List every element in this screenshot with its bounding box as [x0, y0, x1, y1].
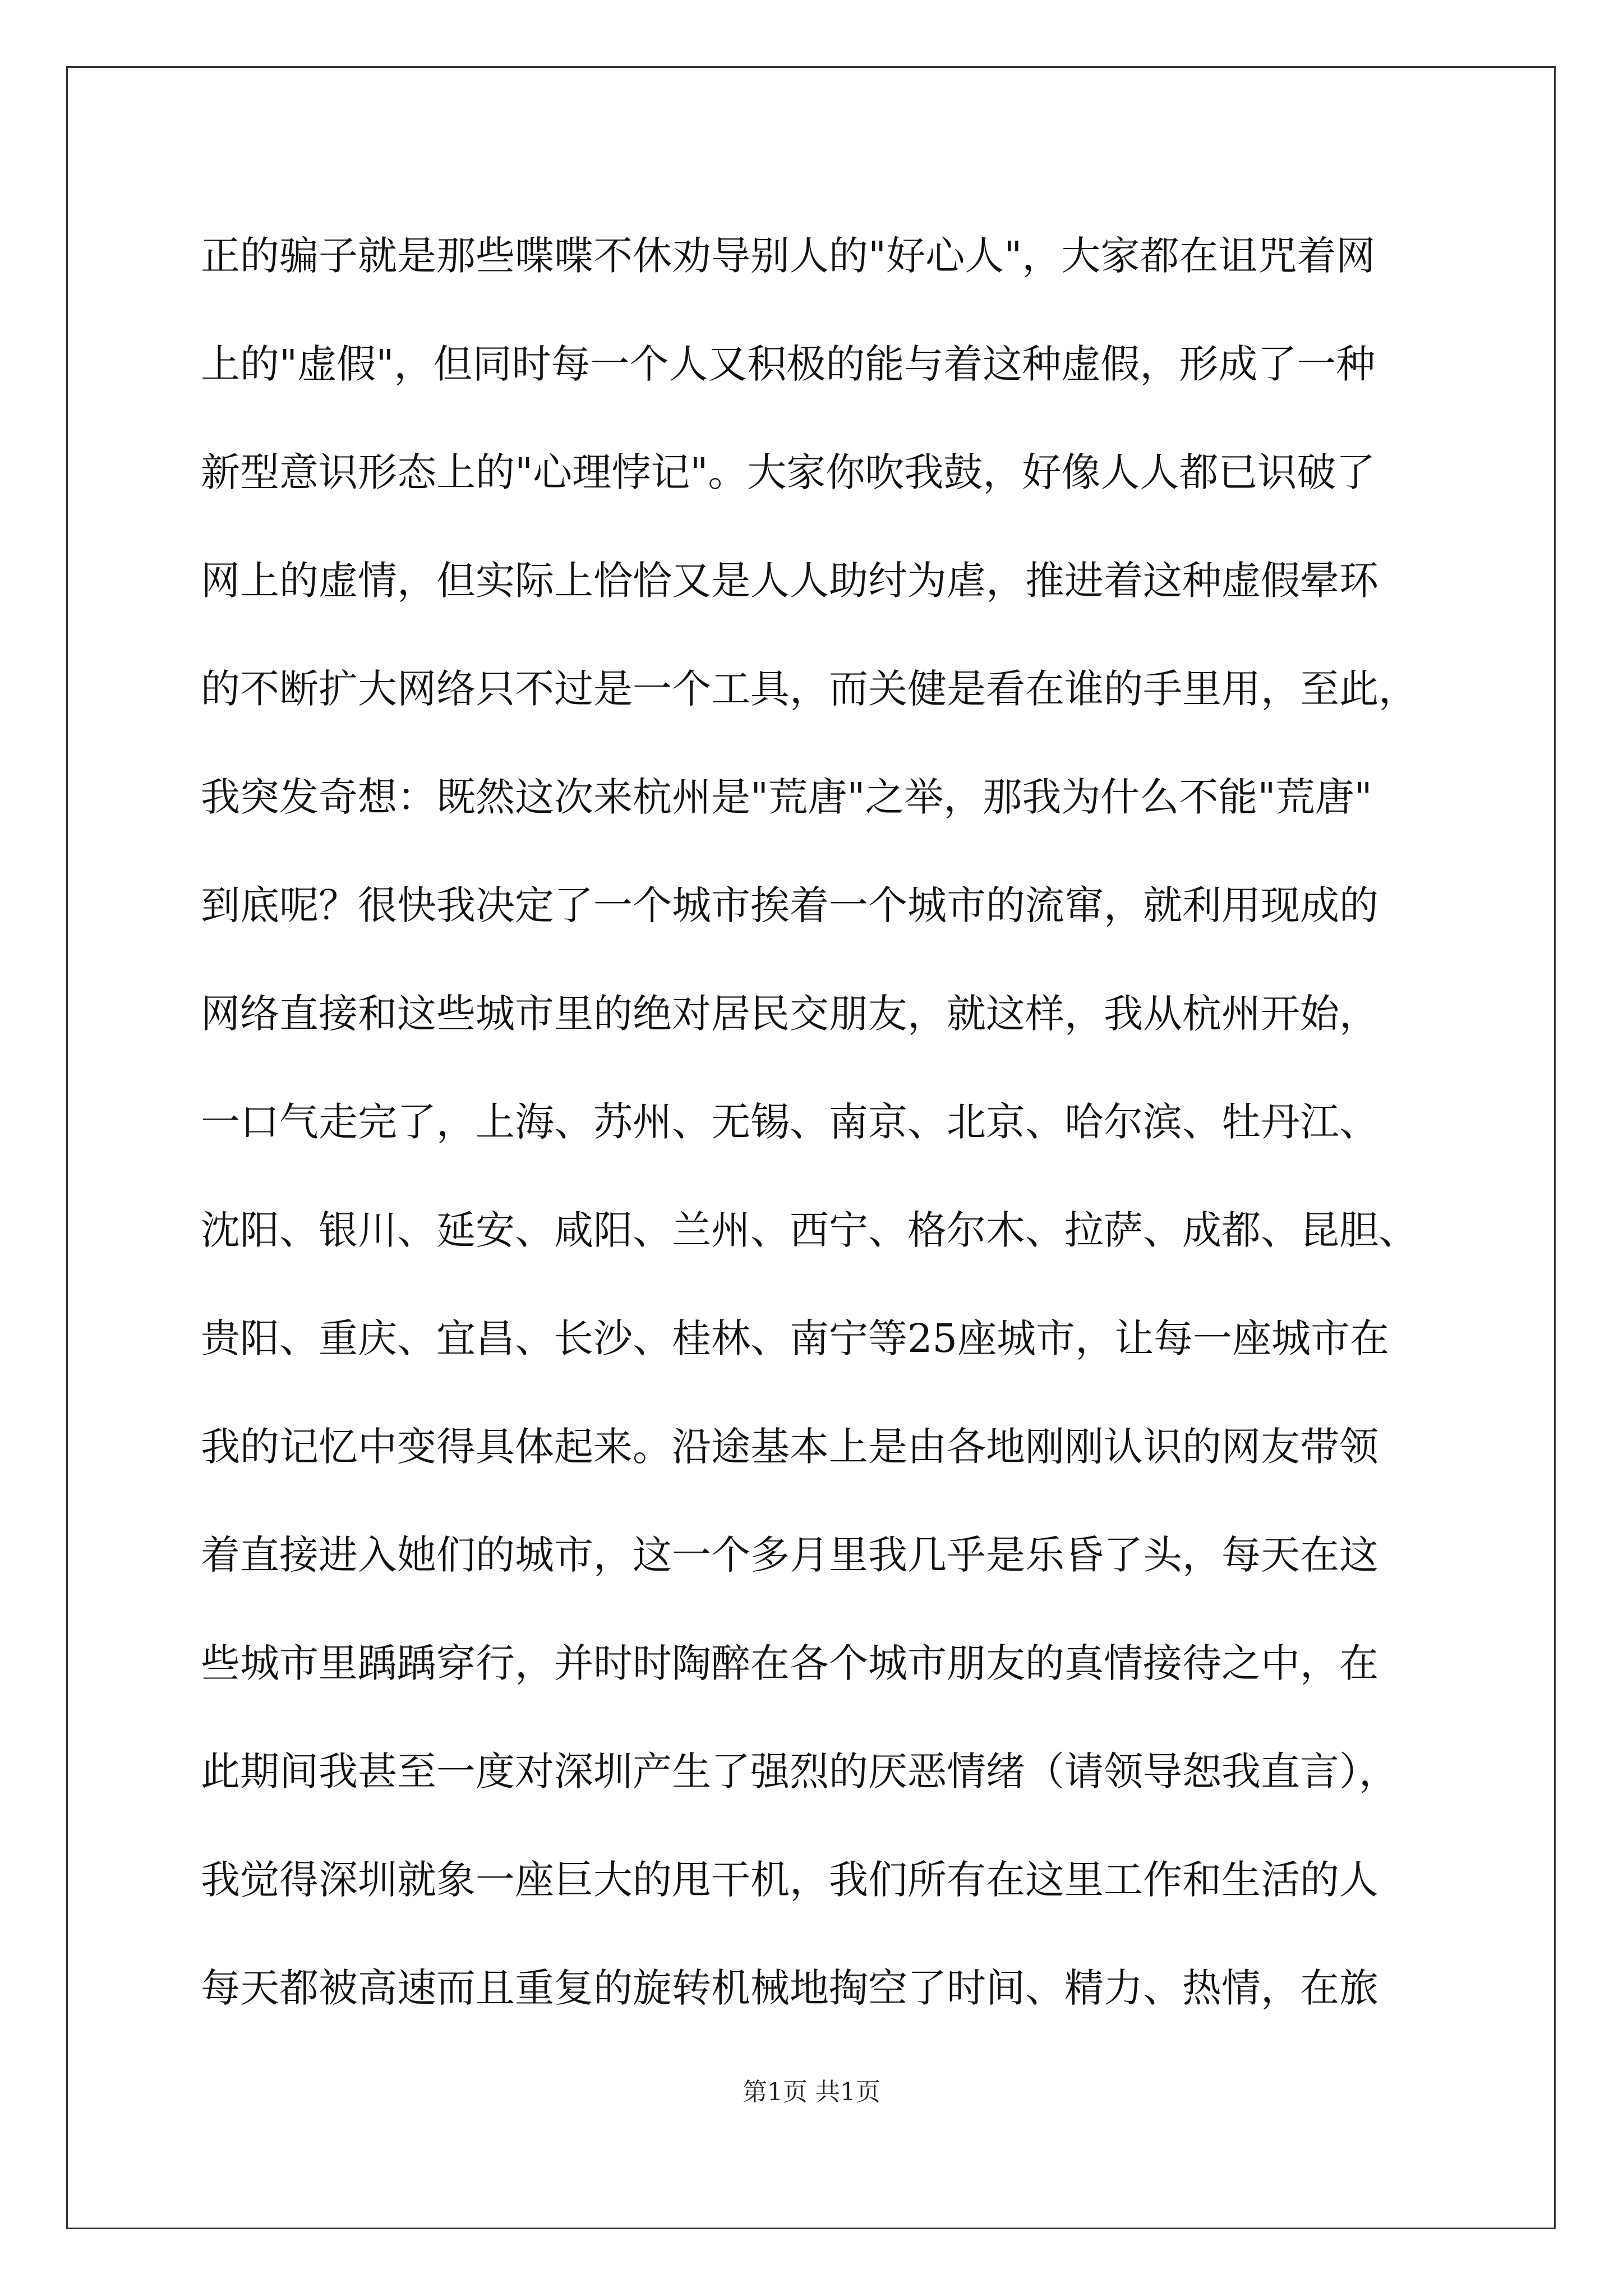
text-line: 着直接进入她们的城市，这一个多月里我几乎是乐昏了头，每天在这	[201, 1532, 1378, 1578]
text-line: 沈阳、银川、延安、咸阳、兰州、西宁、格尔木、拉萨、成都、昆胆、	[201, 1207, 1418, 1253]
document-body	[201, 202, 1440, 2042]
text-line: 一口气走完了，上海、苏州、无锡、南京、北京、哈尔滨、牡丹江、	[201, 1099, 1378, 1145]
text-line: 每天都被高速而且重复的旋转机械地掏空了时间、精力、热情，在旅	[201, 1965, 1378, 2011]
text-line: 网络直接和这些城市里的绝对居民交朋友，就这样，我从杭州开始，	[201, 991, 1378, 1037]
page-number-footer: 第1页 共1页	[743, 2078, 880, 2106]
text-line: 贵阳、重庆、宜昌、长沙、桂林、南宁等25座城市，让每一座城市在	[201, 1315, 1390, 1361]
text-line: 此期间我甚至一度对深圳产生了强烈的厌恶情绪（请领导恕我直言），	[201, 1749, 1398, 1795]
text-line: 到底呢？很快我决定了一个城市挨着一个城市的流窜，就利用现成的	[201, 882, 1378, 928]
text-line: 新型意识形态上的"心理悖记"。大家你吹我鼓，好像人人都已识破了	[201, 449, 1376, 495]
text-line: 我突发奇想：既然这次来杭州是"荒唐"之举，那我为什么不能"荒唐"	[201, 774, 1372, 820]
text-line: 我的记忆中变得具体起来。沿途基本上是由各地刚刚认识的网友带领	[201, 1424, 1378, 1470]
text-line: 上的"虚假"，但同时每一个人又积极的能与着这种虚假，形成了一种	[201, 341, 1376, 387]
text-line: 我觉得深圳就象一座巨大的甩干机，我们所有在这里工作和生活的人	[201, 1857, 1378, 1903]
text-line: 正的骗子就是那些喋喋不休劝导别人的"好心人"，大家都在诅咒着网	[201, 233, 1376, 279]
text-line: 些城市里踽踽穿行，并时时陶醉在各个城市朋友的真情接待之中，在	[201, 1640, 1378, 1686]
text-line: 网上的虚情，但实际上恰恰又是人人助纣为虐，推进着这种虚假晕环	[201, 558, 1378, 604]
text-line: 的不断扩大网络只不过是一个工具，而关健是看在谁的手里用，至此，	[201, 666, 1418, 712]
